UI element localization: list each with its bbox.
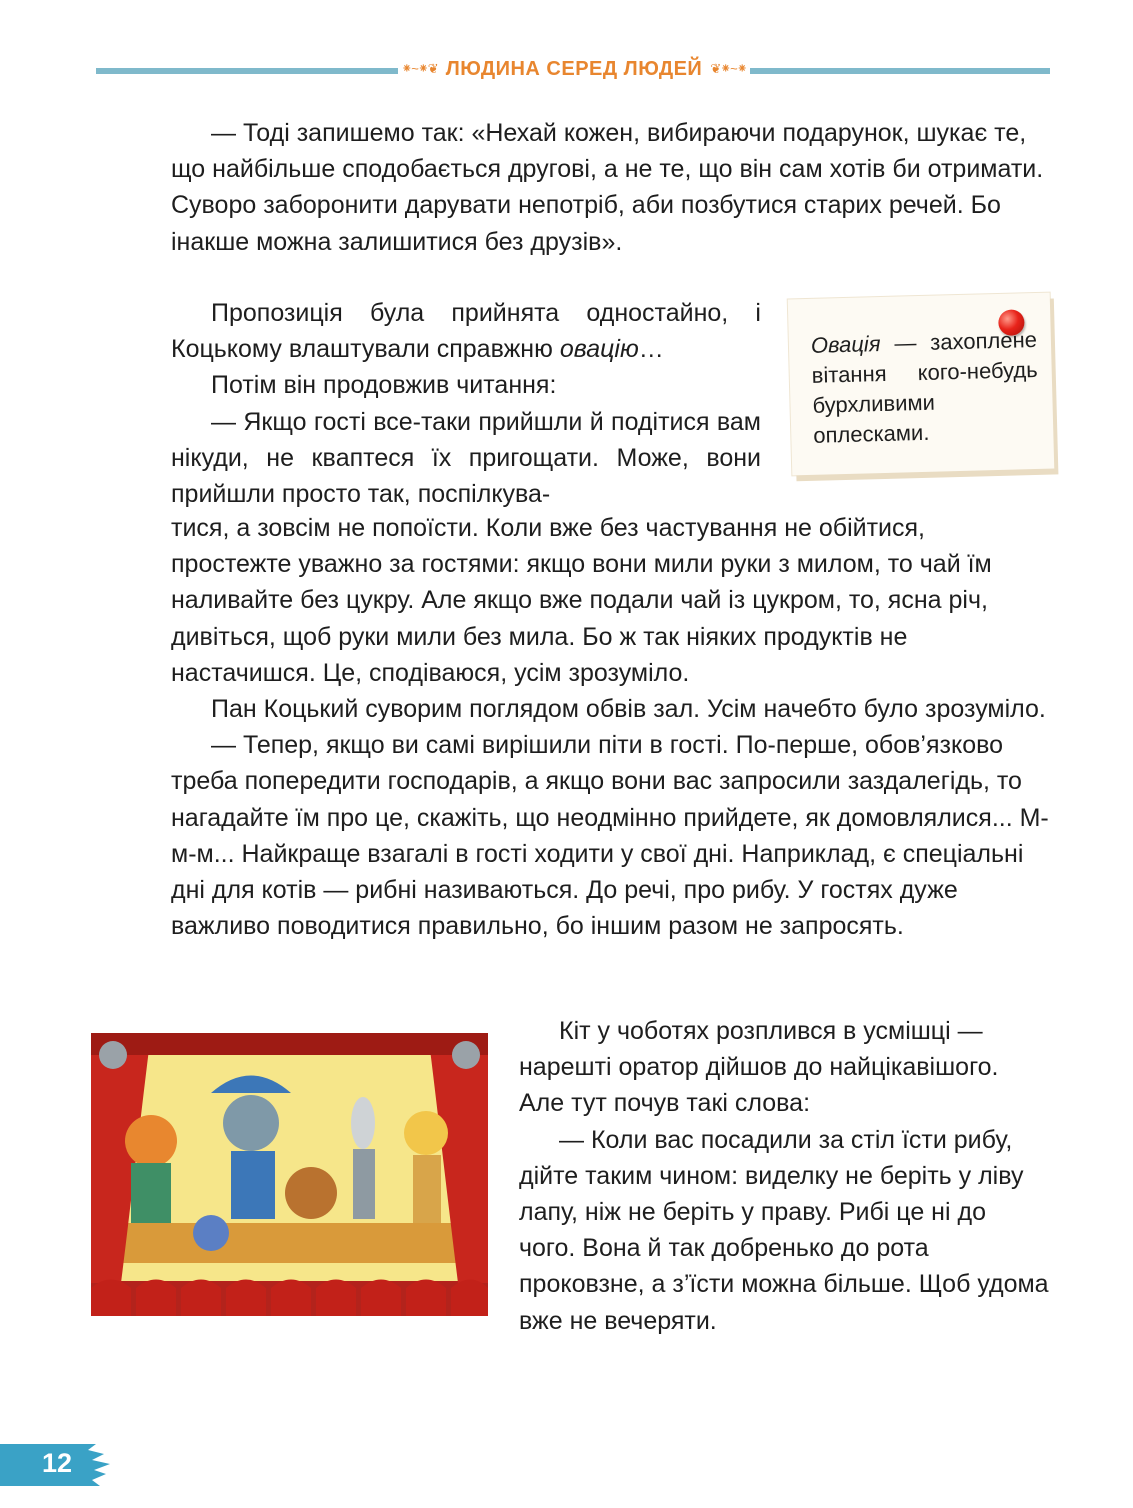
ornament-right-icon: ❦⁕~⁕ <box>710 61 747 76</box>
glossary-note-text <box>811 325 1040 451</box>
page-number: 12 <box>42 1448 73 1478</box>
glossary-note <box>788 293 1055 476</box>
section-title: ЛЮДИНА СЕРЕД ЛЮДЕЙ <box>445 57 703 80</box>
paragraph-4-part-1: — Якщо гості все-таки прийшли й подітися вам нікуди, не квaптеся їх пригощати. Може, вони прийшли просто так, поспілкува- <box>171 407 761 509</box>
paragraph-3: Потім він продовжив читання: <box>211 371 557 400</box>
paragraph-5: Пан Коцький суворим поглядом обвів зал. Усім начебто було зрозуміло. <box>211 695 1046 724</box>
running-header <box>398 52 750 86</box>
text-block-3 <box>171 510 1049 944</box>
paragraph-1: — Тоді запишемо так: «Нехай кожен, вибираючи подарунок, шукає те, що найбільше сподобається другові, а не те, що він сам хотів би отримати. Суворо заборонити дарувати непотріб, аби позбутися старих речей. Бо інакше можна залишитися без друзів». <box>171 119 1044 256</box>
ornament-left-icon: ⁕~⁕❦ <box>401 61 438 76</box>
paragraph-6: — Тепер, якщо ви самі вирішили піти в гості. По-перше, обов’язково треба попередити господарів, а якщо вони вас запросили заздалегідь, то нагадайте їм про це, скажіть, що неодмінно прийдете, як домовлялися... М-м-м... Найкраще взагалі в гості ходити у свої дні. Наприклад, є спеціальні дні для котів — рибні називаються. До речі, про рибу. У гостях дуже важливо поводитися правильно, бо іншим разом не запросять. <box>171 731 1049 941</box>
paragraph-2: Пропозиція була прийнята одностайно, і Коцькому влаштували справжню овацію… <box>171 299 761 364</box>
glossary-definition: — захоплене вітання кого-небудь бурхливими оплесками. <box>811 326 1038 448</box>
ovation-term: овацію <box>559 335 639 364</box>
stage-illustration <box>91 1033 488 1316</box>
cartoon-stage-image <box>91 1033 488 1316</box>
text-block-2 <box>171 295 761 512</box>
paragraph-4-part-2: тися, а зовсім не попоїсти. Коли вже без частування не обійтися, простежте уважно за гостями: якщо вони мили руки з милом, то чай їм наливайте без цукру. Але якщо вже подали чай із цукром, то, ясна річ, дивіться, щоб руки мили без мила. Бо ж так ніяких продуктів не настачишся. Це, сподіваюся, усім зрозуміло. <box>171 514 992 687</box>
text-block-4 <box>519 1013 1049 1339</box>
glossary-term: Овація <box>810 331 881 358</box>
text-block-1 <box>171 115 1049 260</box>
paragraph-7: Кіт у чоботях розплився в усмішці — нарешті оратор дійшов до найцікавішого. Але тут почув такі слова: <box>519 1017 999 1118</box>
paragraph-8: — Коли вас посадили за стіл їсти рибу, дійте таким чином: виделку не беріть у ліву лапу, ніж не беріть у праву. Рибі це ні до чого. Вона й так добренько до рота проковзне, а з’їсти можна більше. Щоб удома вже не вечеряти. <box>519 1125 1049 1335</box>
